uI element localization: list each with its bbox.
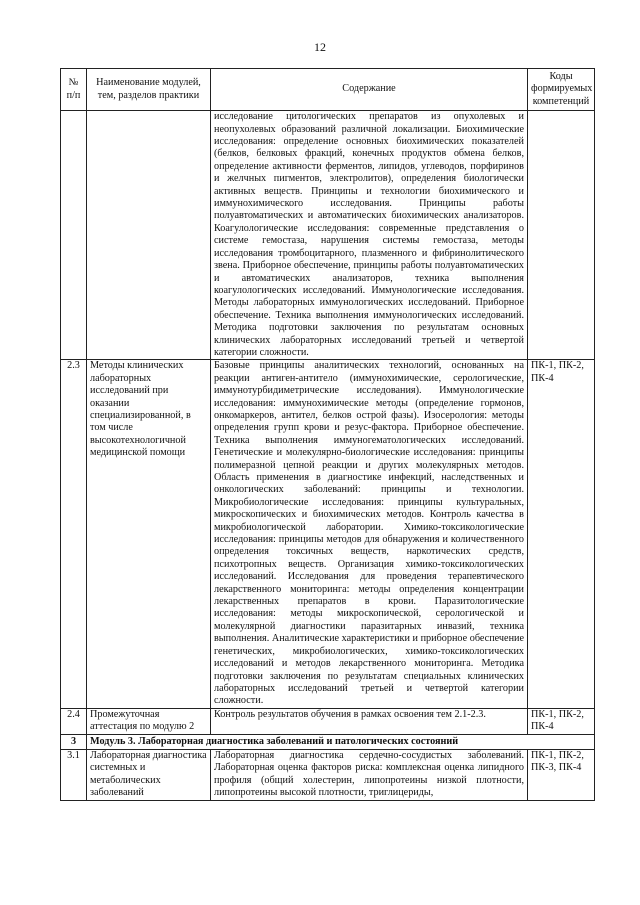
module-row [61,734,595,749]
row-codes: ПК-1, ПК-2, ПК-4 [528,360,595,708]
row-codes: ПК-1, ПК-2, ПК-4 [528,708,595,734]
page-number: 12 [314,40,326,54]
row-name: Промежуточная аттестация по модулю 2 [87,708,211,734]
row-name: Лабораторная диагностика системных и метаболических заболеваний [87,749,211,800]
header-num: № п/п [61,69,87,111]
row-num: 2.4 [61,708,87,734]
module-num: 3 [61,734,87,749]
table-row [61,749,595,800]
table-row [61,708,595,734]
row-codes [528,111,595,360]
row-codes: ПК-1, ПК-2, ПК-3, ПК-4 [528,749,595,800]
curriculum-table [60,68,595,801]
module-title: Модуль 3. Лабораторная диагностика заболеваний и патологических состояний [87,734,595,749]
row-content: Контроль результатов обучения в рамках освоения тем 2.1-2.3. [211,708,528,734]
row-name [87,111,211,360]
row-num: 3.1 [61,749,87,800]
row-content: Лабораторная диагностика сердечно-сосудистых заболеваний. Лабораторная оценка факторов риска: комплексная оценка липидного профиля (общий холестерин, липопротеины низкой плотности, липопротеины высокой плотности, триглицериды, [211,749,528,800]
table-row [61,111,595,360]
header-codes: Коды формируемых компетенций [528,69,595,111]
row-num [61,111,87,360]
table-row [61,360,595,708]
row-num: 2.3 [61,360,87,708]
row-content: Базовые принципы аналитических технологий, основанных на реакции антиген-антитело (иммунохимические, серологические, иммунотурбидиметрические исследования). Иммунологические исследования: иммунохимические методы (определение гормонов, онкомаркеров, антител, белков острой фазы). Изосерология: методы определения групп крови и резус-фактора. Приборное обеспечение. Техника выполнения иммуногематологических исследований. Генетические и молекулярно-биологические исследования: принципы полимеразной цепной реакции и других молекулярных методов. Область применения в диагностике инфекций, наследственных и онкологических заболеваний: принципы и технологии. Микробиологические исследования: принципы культуральных, микроскопических и биохимических методов. Контроль качества в микробиологической лаборатории. Химико-токсикологические исследования: принципы методов для обнаружения и количественного определения токсичных веществ, наркотических средств, психотропных веществ. Организация химико-токсикологических исследований. Исследования для проведения терапевтического лекарственного мониторинга: методы определения концентрации лекарственных препаратов в крови. Паразитологические исследования: методы микроскопической, серологической и молекулярной диагностики паразитарных инвазий, техника выполнения. Аналитические характеристики и приборное обеспечение генетических, микробиологических, химико-токсикологических исследований и методов лекарственного мониторинга. Методика подготовки заключения по результатам специальных клинических лабораторных исследований третьей и четвертой категории сложности. [211,360,528,708]
header-content: Содержание [211,69,528,111]
table-header-row [61,69,595,111]
header-name: Наименование модулей, тем, разделов практики [87,69,211,111]
row-name: Методы клинических лабораторных исследований при оказании специализированной, в том числе высокотехнологичной медицинской помощи [87,360,211,708]
row-content: исследование цитологических препаратов из опухолевых и неопухолевых образований различной локализации. Биохимические исследования: определение основных биохимических показателей (белков, белковых фракций, конечных продуктов обмена белков, определение активности ферментов, липидов, углеводов, порфиринов и желчных пигментов, электролитов), определения биологически активных веществ. Принципы и технологии биохимического и иммунохимического исследования. Принципы работы полуавтоматических и автоматических биохимических анализаторов. Коагулологические исследования: современные представления о системе гемостаза, нарушения системы гемостаза, методы исследования тромбоцитарного, плазменного и фибринолитического звена. Приборное обеспечение, принципы работы полуавтоматических и автоматических анализаторов, техника выполнения коагулологических исследований. Иммунологические исследования. Методы лабораторных иммунологических исследований. Приборное обеспечение. Техника выполнения иммунологических исследований. Методика подготовки заключения по результатам основных клинических лабораторных исследований третьей и четвертой категории сложности. [211,111,528,360]
